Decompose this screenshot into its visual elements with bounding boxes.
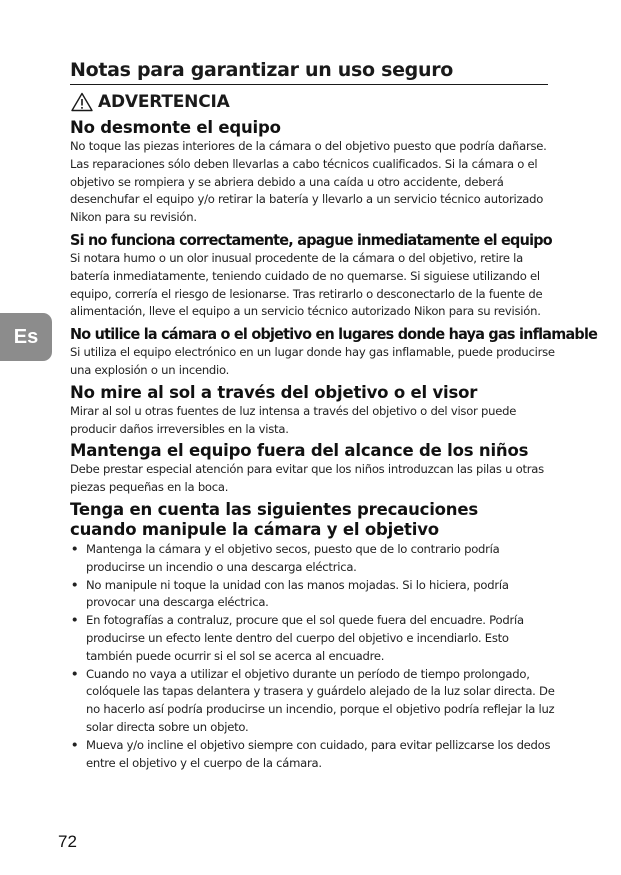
warning-header [71, 91, 230, 113]
section-heading: Mantenga el equipo fuera del alcance de los niños [70, 441, 529, 461]
list-item-text: No manipule ni toque la unidad con las manos mojadas. Si lo hiciera, podría provocar una descarga eléctrica. [86, 577, 509, 610]
language-tab: Es [0, 313, 52, 361]
precautions-list [70, 541, 555, 772]
list-item [70, 666, 555, 737]
list-item-text: En fotografías a contraluz, procure que el sol quede fuera del encuadre. Podría producirse un efecto lente dentro del cuerpo del objetivo e incendiarlo. Esto también puede ocurrir si el sol se acerca al encuadre. [86, 613, 524, 663]
section-heading: Tenga en cuenta las siguientes precauciones cuando manipule la cámara y el objetivo [70, 499, 478, 539]
section-body: Si notara humo o un olor inusual procedente de la cámara o del objetivo, retire la batería inmediatamente, teniendo cuidado de no quemarse. Si siguiese utilizando el equipo, correría el riesgo de lesionarse. Tras retirarlo o desconectarlo de la fuente de alimentación, lleve el equipo a un servicio técnico autorizado Nikon para su revisión. [70, 250, 543, 319]
section-heading: No utilice la cámara o el objetivo en lugares donde haya gas inflamable [70, 325, 598, 344]
list-item-text: Mantenga la cámara y el objetivo secos, puesto que de lo contrario podría producirse un incendio o una descarga eléctrica. [86, 541, 500, 574]
warning-triangle-icon [71, 92, 93, 112]
title-rule [70, 84, 548, 85]
section-body: Si utiliza el equipo electrónico en un lugar donde hay gas inflamable, puede producirse una explosión o un incendio. [70, 345, 555, 377]
bullet-icon: • [71, 666, 79, 681]
section-heading: Si no funciona correctamente, apague inmediatamente el equipo [70, 230, 552, 249]
bullet-icon: • [71, 577, 79, 592]
warning-label: ADVERTENCIA [98, 92, 230, 112]
section-body: Debe prestar especial atención para evitar que los niños introduzcan las pilas u otras piezas pequeñas en la boca. [70, 462, 544, 495]
page-number: 72 [58, 832, 77, 851]
list-item-text: Mueva y/o incline el objetivo siempre con cuidado, para evitar pellizcarse los dedos entre el objetivo y el cuerpo de la cámara. [86, 737, 551, 770]
section-body: Mirar al sol u otras fuentes de luz intensa a través del objetivo o del visor puede producir daños irreversibles en la vista. [70, 403, 517, 436]
list-item [70, 577, 555, 613]
section-heading: No mire al sol a través del objetivo o el visor [70, 382, 478, 402]
bullet-icon: • [71, 737, 79, 752]
list-item [70, 737, 555, 773]
list-item [70, 541, 555, 577]
content [70, 118, 598, 772]
list-item-text: Cuando no vaya a utilizar el objetivo durante un período de tiempo prolongado, colóquele las tapas delantera y trasera y guárdelo alejado de la luz solar directa. De no hacerlo así podría producirse un incendio, porque el objetivo podría reflejar la luz solar directa sobre un objeto. [86, 666, 555, 734]
bullet-icon: • [71, 541, 79, 556]
page-title: Notas para garantizar un uso seguro [70, 59, 454, 81]
list-item [70, 612, 555, 665]
section-heading: No desmonte el equipo [70, 118, 281, 137]
bullet-icon: • [71, 613, 79, 628]
section-body: No toque las piezas interiores de la cámara o del objetivo puesto que podría dañarse. Las reparaciones sólo deben llevarlas a cabo técnicos cualificados. Si la cámara o el objetivo se rompiera y se abriera debido a una caída u otro accidente, deberá desenchufar el equipo y/o retirar la batería y llevarlo a un servicio técnico autorizado Nikon para su revisión. [70, 139, 547, 225]
